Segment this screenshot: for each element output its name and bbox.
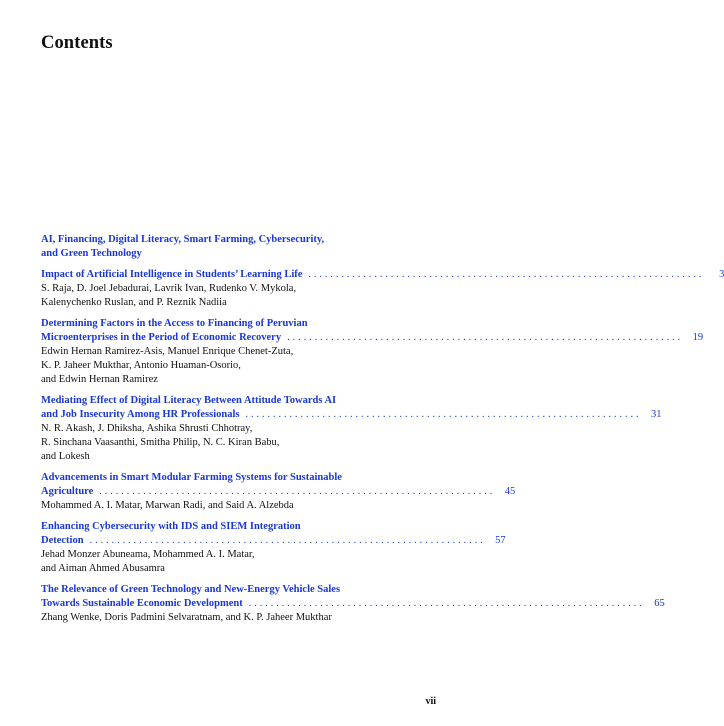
- entry-title[interactable]: Microenterprises in the Period of Economic Recovery: [41, 332, 282, 343]
- dot-leader: ........................................................................: [248, 598, 645, 609]
- entry-title[interactable]: Determining Factors in the Access to Financing of Peruvian: [41, 318, 308, 329]
- entry-authors: [41, 345, 437, 387]
- author-line: R. Sinchana Vaasanthi, Smitha Philip, N. C. Kiran Babu,: [41, 437, 280, 448]
- author-line: and Aiman Ahmed Abusamra: [41, 563, 165, 574]
- section-title-line: AI, Financing, Digital Literacy, Smart Farming, Cybersecurity,: [41, 234, 325, 245]
- entry-title-line[interactable]: [41, 534, 506, 548]
- entry-title-line[interactable]: [41, 408, 662, 422]
- entry-title[interactable]: and Job Insecurity Among HR Professionals: [41, 409, 240, 420]
- entry-page-number[interactable]: 3: [719, 269, 724, 280]
- entry-page-number[interactable]: 57: [495, 535, 506, 546]
- author-line: Kalenychenko Ruslan, and P. Reznik Nadiia: [41, 297, 227, 308]
- entry-authors: [41, 611, 437, 625]
- entry-page-number[interactable]: 65: [654, 598, 665, 609]
- entry-title[interactable]: Advancements in Smart Modular Farming Systems for Sustainable: [41, 472, 342, 483]
- author-line: and Lokesh: [41, 451, 90, 462]
- author-line: Jehad Monzer Abuneama, Mohammed A. I. Matar,: [41, 549, 255, 560]
- entry-title[interactable]: Mediating Effect of Digital Literacy Between Attitude Towards AI: [41, 395, 337, 406]
- entry-title[interactable]: Enhancing Cybersecurity with IDS and SIEM Integration: [41, 521, 301, 532]
- author-line: N. R. Akash, J. Dhiksha, Ashika Shrusti Chhotray,: [41, 423, 253, 434]
- author-line: K. P. Jaheer Mukthar, Antonio Huaman-Osorio,: [41, 360, 241, 371]
- entry-title-line[interactable]: [41, 331, 704, 345]
- author-line: and Edwin Hernan Ramirez: [41, 374, 158, 385]
- entry-authors: [41, 422, 437, 464]
- page-title: Contents: [41, 33, 113, 53]
- table-of-contents: [41, 233, 724, 632]
- entry-title[interactable]: Impact of Artificial Intelligence in Students’ Learning Life: [41, 269, 303, 280]
- author-line: Edwin Hernan Ramirez-Asis, Manuel Enrique Chenet-Zuta,: [41, 346, 294, 357]
- entry-authors: [41, 499, 437, 513]
- dot-leader: ........................................................................: [89, 535, 486, 546]
- section-title-line: and Green Technology: [41, 248, 142, 259]
- dot-leader: ........................................................................: [287, 332, 684, 343]
- entry-title-line[interactable]: [41, 485, 516, 499]
- toc-entry[interactable]: [41, 471, 516, 513]
- entry-title-line[interactable]: [41, 268, 724, 282]
- entry-page-number[interactable]: 19: [692, 332, 704, 343]
- entry-title[interactable]: Agriculture: [41, 486, 94, 497]
- section-title: [41, 233, 437, 261]
- dot-leader: ........................................................................: [308, 269, 705, 280]
- toc-entry[interactable]: [41, 583, 665, 625]
- entry-title[interactable]: Towards Sustainable Economic Development: [41, 598, 243, 609]
- author-line: Zhang Wenke, Doris Padmini Selvaratnam, and K. P. Jaheer Mukthar: [41, 612, 332, 623]
- dot-leader: ........................................................................: [99, 486, 496, 497]
- entry-page-number[interactable]: 45: [504, 486, 516, 497]
- entry-title[interactable]: Detection: [41, 535, 84, 546]
- entry-title[interactable]: The Relevance of Green Technology and New-Energy Vehicle Sales: [41, 584, 341, 595]
- entry-authors: [41, 548, 437, 576]
- dot-leader: ........................................................................: [245, 409, 642, 420]
- toc-entry[interactable]: [41, 520, 506, 576]
- author-line: S. Raja, D. Joel Jebadurai, Lavrik Ivan, Rudenko V. Mykola,: [41, 283, 297, 294]
- toc-entry[interactable]: [41, 394, 662, 464]
- page-number: vii: [425, 696, 436, 707]
- entry-title-line[interactable]: [41, 597, 665, 611]
- entry-authors: [41, 282, 437, 310]
- toc-entry[interactable]: [41, 317, 704, 387]
- toc-entry[interactable]: [41, 268, 724, 310]
- entry-page-number[interactable]: 31: [650, 409, 662, 420]
- author-line: Mohammed A. I. Matar, Marwan Radi, and Said A. Alzebda: [41, 500, 294, 511]
